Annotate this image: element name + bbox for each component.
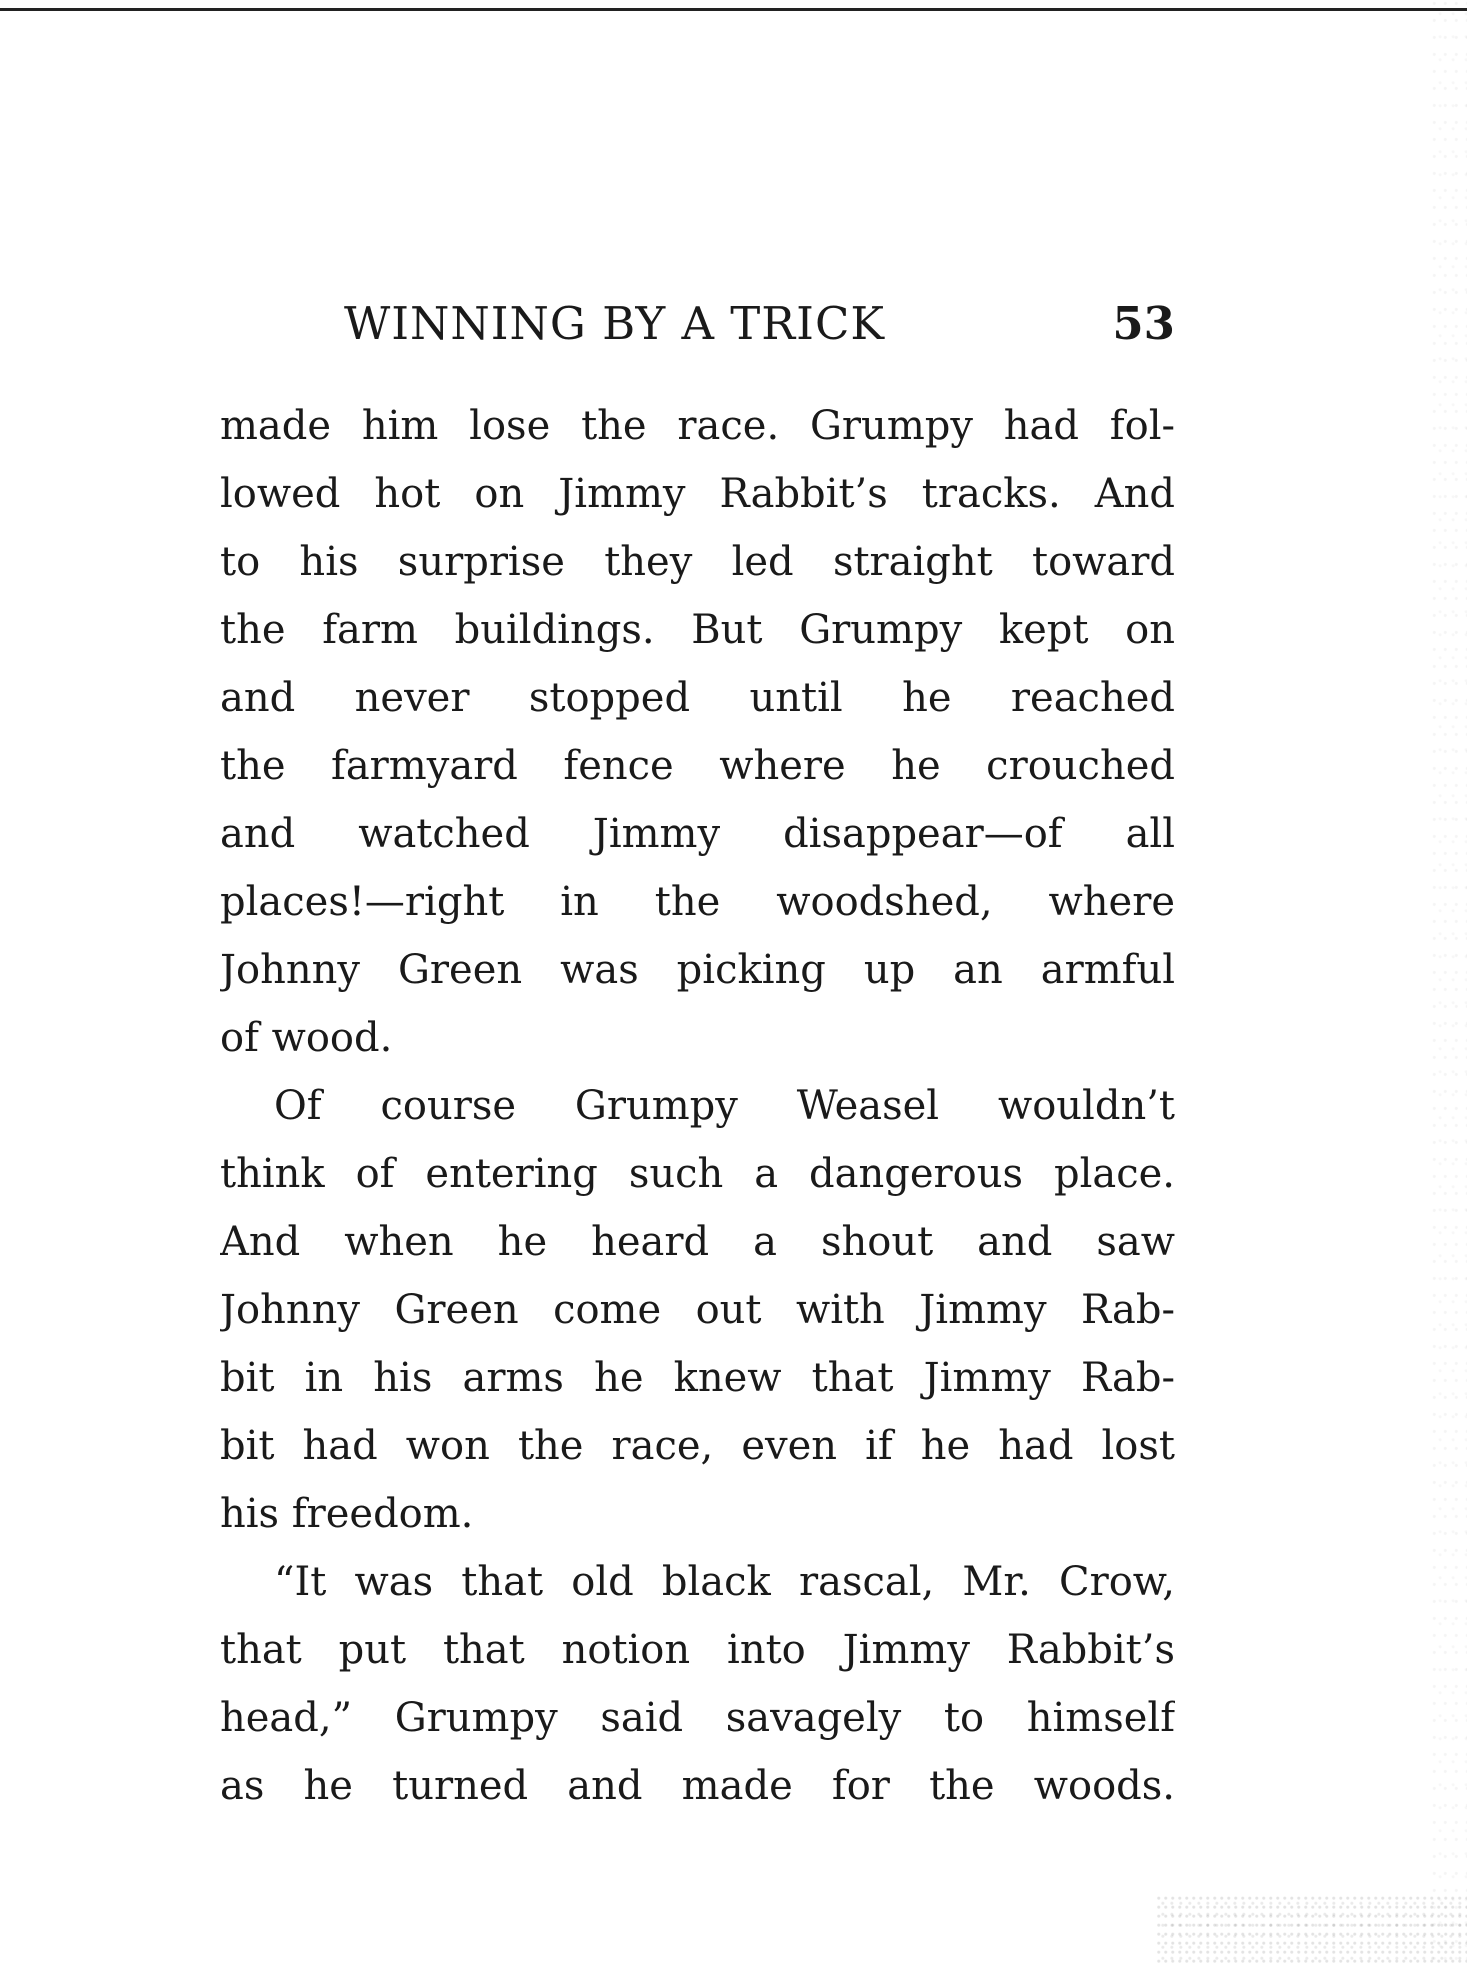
text-line: his freedom. bbox=[220, 1491, 474, 1537]
text-line: lowed hot on Jimmy Rabbit’s tracks. And bbox=[220, 471, 1175, 517]
text-line: Of course Grumpy Weasel wouldn’t bbox=[274, 1083, 1175, 1129]
text-line: the farm buildings. But Grumpy kept on bbox=[220, 607, 1175, 653]
text-line: made him lose the race. Grumpy had fol- bbox=[220, 403, 1175, 449]
text-line: and watched Jimmy disappear—of all bbox=[220, 811, 1175, 857]
text-line: Johnny Green was picking up an armful bbox=[220, 947, 1175, 993]
paragraph-2 bbox=[220, 1072, 1175, 1548]
text-line: bit had won the race, even if he had lost bbox=[220, 1423, 1175, 1469]
text-line: think of entering such a dangerous place. bbox=[220, 1151, 1175, 1197]
text-line: that put that notion into Jimmy Rabbit’s bbox=[220, 1627, 1175, 1673]
page-number: 53 bbox=[1112, 297, 1175, 350]
text-line: places!—right in the woodshed, where bbox=[220, 879, 1175, 925]
page-body bbox=[220, 392, 1175, 1820]
text-line: Johnny Green come out with Jimmy Rab- bbox=[220, 1287, 1175, 1333]
text-line: head,” Grumpy said savagely to himself bbox=[220, 1695, 1175, 1741]
text-line: of wood. bbox=[220, 1015, 393, 1061]
scan-noise-right-edge bbox=[1431, 0, 1467, 1965]
running-title: WINNING BY A TRICK bbox=[344, 297, 885, 350]
text-line: and never stopped until he reached bbox=[220, 675, 1175, 721]
text-line: the farmyard fence where he crouched bbox=[220, 743, 1175, 789]
paragraph-3 bbox=[220, 1548, 1175, 1820]
paragraph-1 bbox=[220, 392, 1175, 1072]
text-line: And when he heard a shout and saw bbox=[220, 1219, 1175, 1265]
text-line: as he turned and made for the woods. bbox=[220, 1763, 1175, 1809]
top-border-line bbox=[0, 8, 1467, 11]
text-line: to his surprise they led straight toward bbox=[220, 539, 1175, 585]
page-header bbox=[220, 294, 1175, 354]
text-line: bit in his arms he knew that Jimmy Rab- bbox=[220, 1355, 1175, 1401]
text-line: “It was that old black rascal, Mr. Crow, bbox=[274, 1559, 1175, 1605]
scan-noise-bottom-corner bbox=[1157, 1895, 1467, 1965]
